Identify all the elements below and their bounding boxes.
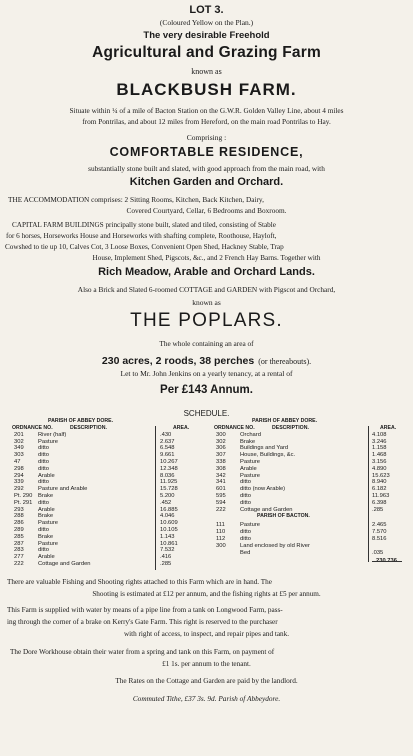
left-row: [10, 561, 198, 568]
location-line-2: from Pontrilas, and about 12 miles from Hereford, on the main road Pontrilas to Hay.: [82, 117, 331, 126]
right-row: [212, 500, 404, 507]
cottage-line: Also a Brick and Slated 6-roomed COTTAGE and GARDEN with Pigscot and Orchard,: [77, 285, 336, 294]
parcel-description: ditto: [38, 465, 49, 472]
parcel-area: 6.398: [372, 499, 387, 506]
parcel-description: River (half): [38, 431, 67, 438]
parcel-description: ditto: [38, 445, 49, 452]
left-row: [10, 439, 198, 446]
poplars-name: THE POPLARS.: [130, 310, 283, 331]
left-row: [10, 554, 198, 561]
left-row: [10, 500, 198, 507]
left-parish-heading: PARISH OF ABBEY DORE.: [48, 418, 114, 424]
parcel-area: 1.158: [372, 445, 387, 452]
ordnance-number: 302: [216, 438, 226, 445]
parcel-description: ditto: [240, 492, 251, 499]
ordnance-number: 111: [216, 522, 225, 529]
parcel-description: ditto: [240, 535, 251, 542]
left-col-area: AREA.: [173, 425, 190, 431]
ordnance-number: 307: [216, 452, 226, 459]
parcel-area: 15.623: [372, 472, 390, 479]
parcel-description: Pasture: [38, 520, 58, 527]
rights-line-2: Shooting is estimated at £12 per annum, and the fishing rights at £5 per annum.: [92, 590, 321, 598]
right-row: [212, 507, 404, 514]
ordnance-number: 339: [14, 479, 24, 486]
parcel-description: ditto: [38, 499, 49, 506]
farm-name: BLACKBUSH FARM.: [116, 80, 297, 99]
bacton-row: [212, 543, 404, 550]
parcel-area: 11.925: [160, 479, 178, 486]
parcel-description: Brake: [240, 438, 256, 445]
ordnance-number: 595: [216, 492, 226, 499]
left-row: [10, 534, 198, 541]
ordnance-number: 601: [216, 486, 226, 493]
ordnance-number: 112: [216, 535, 226, 542]
parcel-description: Arable: [38, 472, 55, 479]
right-row: [212, 459, 404, 466]
accommodation-line-1: [8, 195, 264, 204]
ordnance-number: 308: [216, 465, 226, 472]
parcel-description: ditto: [38, 458, 49, 465]
rights-line-1: There are valuable Fishing and Shooting rights attached to this Farm which are in hand. The: [7, 578, 272, 586]
ordnance-number: 110: [216, 529, 226, 536]
parcel-area: 8.940: [372, 479, 387, 486]
parcel-description: Buildings and Yard: [240, 445, 289, 452]
ordnance-number: 283: [14, 547, 24, 554]
parcel-area: 6.548: [160, 445, 175, 452]
right-area-divider: [368, 426, 369, 562]
left-row: [10, 432, 198, 439]
parcel-description: Arable: [240, 465, 257, 472]
left-row: [10, 459, 198, 466]
left-col-description: DESCRIPTION.: [70, 425, 107, 431]
left-col-ordnance: ORDNANCE NO.: [12, 425, 53, 431]
parcel-description: Arable: [38, 506, 55, 513]
parcel-area: 6.182: [372, 486, 387, 493]
parcel-area: 4.108: [372, 431, 387, 438]
parcel-area: 11.963: [372, 492, 390, 499]
ordnance-number: 594: [216, 499, 226, 506]
bacton-row: [212, 550, 404, 557]
tenancy-line: Let to Mr. John Jenkins on a yearly tenancy, at a rental of: [120, 369, 293, 378]
workhouse-line-1: The Dore Workhouse obtain their water from a spring and tank on this Farm, on payment of: [10, 648, 275, 656]
parcel-area: 7.570: [372, 529, 387, 536]
ordnance-number: 300: [216, 542, 226, 549]
parcel-description: Pasture: [240, 472, 260, 479]
parcel-area: 2.465: [372, 522, 387, 529]
parcel-area: 3.156: [372, 458, 387, 465]
parcel-description: House, Buildings, &c.: [240, 452, 296, 459]
accommodation-line-2: Covered Courtyard, Cellar, 6 Bedrooms and Boxroom.: [126, 206, 287, 215]
ordnance-number: 300: [216, 431, 226, 438]
ordnance-number: 277: [14, 554, 24, 561]
ordnance-number: 201: [14, 431, 24, 438]
ordnance-number: 306: [216, 445, 226, 452]
parcel-area: .416: [160, 554, 172, 561]
right-row: [212, 493, 404, 500]
right-row: [212, 439, 404, 446]
parcel-description: Cottage and Garden: [38, 560, 91, 567]
parcel-description: Pasture: [38, 540, 58, 547]
right-row: [212, 445, 404, 452]
location-line-1: Situate within ¼ of a mile of Bacton Station on the G.W.R. Golden Valley Line, about 4 miles: [69, 106, 344, 115]
parcel-description: Pasture: [240, 458, 260, 465]
left-row: [10, 479, 198, 486]
buildings-line-1: CAPITAL FARM BUILDINGS principally stone built, slated and tiled, consisting of Stable: [12, 221, 276, 229]
right-row: [212, 479, 404, 486]
bacton-parish-heading: PARISH OF BACTON.: [257, 513, 310, 520]
lot-colour-note: (Coloured Yellow on the Plan.): [159, 18, 254, 27]
right-parish-heading: PARISH OF ABBEY DORE.: [252, 418, 318, 424]
ordnance-number: 341: [216, 479, 226, 486]
right-row: [212, 473, 404, 480]
bacton-row: [212, 536, 404, 543]
water-line-1: This Farm is supplied with water by means of a pipe line from a tank on Longwood Farm, pass-: [7, 606, 283, 614]
ordnance-number: 298: [14, 465, 24, 472]
ordnance-number: 338: [216, 458, 226, 465]
parcel-area: 10.105: [160, 526, 178, 533]
buildings-line-3: Cowshed to tie up 10, Calves Cot, 3 Loose Boxes, Convenient Open Shed, Hackney Stable, Trap: [5, 243, 284, 251]
bacton-row: [212, 529, 404, 536]
parcel-area: 8.516: [372, 535, 387, 542]
ordnance-number: 285: [14, 533, 24, 540]
parcel-area: 5.200: [160, 492, 175, 499]
schedule-left-table: [10, 418, 198, 568]
parcel-description: Bed: [240, 549, 251, 556]
parcel-description: Brake: [38, 533, 54, 540]
parcel-description: Land enclosed by old River: [240, 542, 310, 549]
right-col-description: DESCRIPTION.: [272, 425, 309, 431]
total-rule: [372, 561, 402, 562]
parcel-description: ditto: [38, 452, 49, 459]
ordnance-number: 292: [14, 486, 24, 493]
ordnance-number: 302: [14, 438, 24, 445]
parcel-description: Arable: [38, 554, 55, 561]
ordnance-number: 222: [14, 560, 24, 567]
ordnance-number: 303: [14, 452, 24, 459]
parcel-description: ditto: [240, 479, 251, 486]
left-row: [10, 527, 198, 534]
left-row: [10, 520, 198, 527]
schedule-right-table: [212, 418, 404, 567]
known-as-label: known as: [191, 67, 222, 76]
parcel-area: 10.609: [160, 520, 178, 527]
left-row: [10, 445, 198, 452]
area-line: [0, 351, 413, 369]
parcel-area: 16.885: [160, 506, 178, 513]
rates-line: The Rates on the Cottage and Garden are paid by the landlord.: [115, 676, 298, 685]
accommodation-label: THE ACCOMMODATION: [8, 195, 90, 204]
parcel-area: 2.637: [160, 438, 175, 445]
ordnance-number: 286: [14, 520, 24, 527]
ordnance-number: 288: [14, 513, 24, 520]
ordnance-number: 287: [14, 540, 24, 547]
ordnance-number: 289: [14, 526, 24, 533]
parcel-area: .035: [372, 549, 384, 556]
parcel-description: ditto (now Arable): [240, 486, 286, 493]
buildings-line-4: House, Implement Shed, Pigscots, &c., and 2 French Hay Barns. Together with: [92, 254, 321, 262]
right-row: [212, 452, 404, 459]
ordnance-number: Pt. 290: [14, 492, 33, 499]
parcel-description: Pasture: [38, 438, 58, 445]
left-row: [10, 513, 198, 520]
left-row: [10, 473, 198, 480]
parcel-area: .285: [160, 560, 172, 567]
parcel-area: .285: [372, 506, 384, 513]
schedule-title: SCHEDULE.: [183, 409, 230, 418]
right-col-area: AREA.: [380, 425, 397, 431]
left-row: [10, 466, 198, 473]
rent-line: Per £143 Annum.: [160, 384, 253, 396]
ordnance-number: 293: [14, 506, 24, 513]
workhouse-line-2: £1 1s. per annum to the tenant.: [162, 660, 251, 668]
water-line-3: with right of access, to inspect, and repair pipes and tank.: [123, 630, 290, 638]
parcel-description: Pasture: [240, 522, 260, 529]
right-col-ordnance: ORDNANCE NO.: [214, 425, 255, 431]
parcel-area: 9.661: [160, 452, 175, 459]
parcel-area: 4.890: [372, 465, 387, 472]
parcel-description: Brake: [38, 513, 54, 520]
parcel-area: .452: [160, 499, 172, 506]
parcel-description: Brake: [38, 492, 54, 499]
ordnance-number: Pt. 291: [14, 499, 33, 506]
parcel-description: ditto: [38, 479, 49, 486]
bacton-row: [212, 522, 404, 529]
parcel-area: 1.468: [372, 452, 387, 459]
parcel-description: Orchard: [240, 431, 261, 438]
parcel-area: 4.046: [160, 513, 175, 520]
right-row: [212, 432, 404, 439]
buildings-line-2: for 6 horses, Horseworks House and Horseworks with shafting complete, Roothouse, Hayloft,: [6, 232, 277, 240]
parcel-area: 3.246: [372, 438, 387, 445]
left-area-divider: [155, 426, 156, 570]
ordnance-number: 342: [216, 472, 226, 479]
parcel-description: Pasture and Arable: [38, 486, 88, 493]
left-row: [10, 507, 198, 514]
left-row: [10, 541, 198, 548]
residence-heading: COMFORTABLE RESIDENCE,: [109, 145, 304, 159]
poplars-known-as: known as: [192, 298, 221, 307]
parcel-area: 8.036: [160, 472, 175, 479]
parcel-area: 12.348: [160, 465, 178, 472]
parcel-description: ditto: [38, 526, 49, 533]
tithe-line: Commuted Tithe, £37 3s. 9d. Parish of Abbeydore.: [132, 694, 281, 703]
parcel-area: .430: [160, 431, 172, 438]
area-approx: (or thereabouts).: [258, 357, 312, 366]
parcel-area: 10.267: [160, 458, 178, 465]
area-value: 230 acres, 2 roods, 38 perches: [101, 355, 255, 367]
ordnance-number: 294: [14, 472, 24, 479]
parcel-area: 1.143: [160, 533, 175, 540]
accommodation-text: comprises: 2 Sitting Rooms, Kitchen, Back Kitchen, Dairy,: [91, 195, 264, 204]
lot-intro: The very desirable Freehold: [143, 30, 270, 41]
parcel-description: Cottage and Garden: [240, 506, 293, 513]
left-row: [10, 547, 198, 554]
comprising-label: Comprising :: [186, 133, 227, 142]
right-row: [212, 466, 404, 473]
left-row: [10, 486, 198, 493]
ordnance-number: 349: [14, 445, 24, 452]
lot-number: LOT 3.: [189, 4, 224, 16]
parcel-description: ditto: [38, 547, 49, 554]
area-intro: The whole containing an area of: [159, 339, 254, 348]
parcel-description: ditto: [240, 499, 251, 506]
residence-description: substantially stone built and slated, with good approach from the main road, with: [88, 164, 325, 173]
lands-heading: Rich Meadow, Arable and Orchard Lands.: [98, 266, 315, 278]
parcel-description: ditto: [240, 529, 251, 536]
parcel-area: 7.532: [160, 547, 175, 554]
farm-type: Agricultural and Grazing Farm: [92, 44, 321, 61]
ordnance-number: 222: [216, 506, 226, 513]
water-line-2: ing through the corner of a brake on Kerry's Gate Farm. This right is reserved to the purchaser: [7, 618, 278, 626]
garden-heading: Kitchen Garden and Orchard.: [129, 176, 284, 188]
left-row: [10, 493, 198, 500]
parcel-area: 10.861: [160, 540, 178, 547]
ordnance-number: 47: [14, 458, 21, 465]
left-row: [10, 452, 198, 459]
right-row: [212, 486, 404, 493]
parcel-area: 15.728: [160, 486, 178, 493]
